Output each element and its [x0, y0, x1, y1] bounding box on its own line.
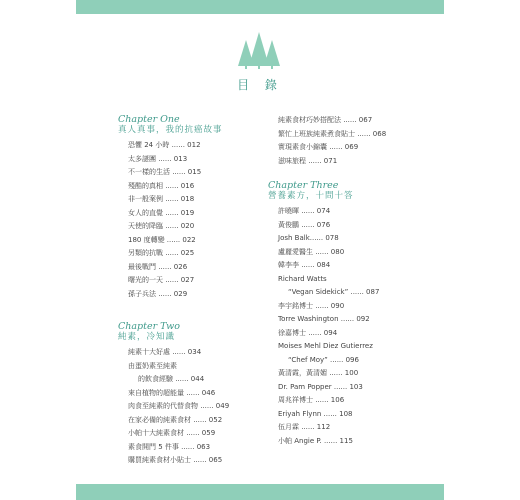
toc-entry: [268, 219, 428, 233]
toc-entry-page: 100: [342, 369, 359, 377]
toc-entry-text: 天使的降臨 ......: [128, 222, 179, 230]
toc-entry: [268, 381, 428, 395]
toc-entry-page: 019: [178, 208, 195, 217]
toc-entry: [268, 114, 428, 128]
toc-entry: [118, 247, 278, 261]
toc-entry-text: 純素食材巧妙搭配法 ......: [278, 116, 357, 124]
toc-entry: [268, 273, 428, 287]
toc-entry-page: 016: [178, 181, 195, 190]
toc-entry: [118, 274, 278, 288]
toc-title: 目 錄: [237, 78, 283, 92]
toc-entry: [118, 387, 278, 401]
toc-entry-page: 071: [321, 156, 338, 165]
toc-entry-page: 068: [370, 129, 387, 138]
toc-entry-text: 女人的直覺 ......: [128, 208, 179, 217]
toc-entry: [268, 141, 428, 155]
chapter-two-continued: [268, 114, 428, 168]
toc-entry: [268, 327, 428, 341]
toc-entry: [118, 261, 278, 275]
toc-entry: [118, 180, 278, 194]
toc-entry-text: 不一樣的生活 ......: [128, 168, 186, 176]
toc-entry: [118, 234, 278, 248]
toc-entry-page: 067: [356, 116, 373, 124]
chapter-two: [118, 321, 278, 468]
toc-entry-page: 034: [185, 348, 202, 356]
top-band: [76, 0, 444, 14]
toc-entry-text: Moises Mehl Diez Gutierrez: [278, 342, 373, 350]
toc-entry-page: 025: [178, 249, 195, 257]
toc-entry-page: 015: [185, 168, 202, 176]
chapter-title: 純素，冷知識: [118, 332, 176, 342]
toc-entry-text: 周兆祥博士 ......: [278, 396, 329, 404]
toc-entry: [118, 166, 278, 180]
toc-entry-page: 108: [336, 409, 353, 418]
toc-entry-text: 盧麗愛醫生 ......: [278, 247, 329, 256]
toc-entry: [268, 394, 428, 408]
chapter-title: 真人真事，我的抗癌故事: [118, 125, 223, 135]
toc-entry-page: 049: [213, 402, 230, 410]
toc-entry-text: “Chef Moy” ......: [288, 355, 344, 364]
toc-entry-text: 非一般案例 ......: [128, 195, 179, 203]
chapter-entries: [268, 205, 428, 448]
chapter-label: Chapter One: [118, 114, 180, 125]
toc-entry-text: 的飲食經驗 ......: [138, 375, 189, 383]
toc-entry: [268, 354, 428, 368]
chapter-entries: [118, 346, 278, 468]
chapter-entries: [118, 139, 278, 301]
toc-entry-page: 013: [171, 154, 188, 163]
toc-entry-text: Eriyah Flynn ......: [278, 409, 337, 418]
toc-entry-text: 小帕 Angie P. ......: [278, 436, 338, 445]
toc-entry-page: 063: [194, 442, 211, 451]
toc-left-column: [118, 114, 278, 468]
toc-entry-page: 092: [354, 315, 370, 323]
toc-entry-text: Torre Washington ......: [278, 315, 355, 323]
toc-entry-page: 046: [199, 388, 216, 397]
toc-entry-page: 012: [184, 141, 201, 149]
toc-entry: [118, 427, 278, 441]
toc-entry-page: 090: [328, 301, 345, 310]
chapter-title: 營養素方，十問十答: [268, 191, 354, 201]
toc-entry-text: 滋味旅程 ......: [278, 156, 322, 165]
toc-entry-text: Dr. Pam Popper ......: [278, 382, 348, 391]
toc-entry-text: 來自植物的超能量 ......: [128, 388, 200, 397]
toc-entry: [268, 421, 428, 435]
toc-entry-text: 太多謎團 ......: [128, 154, 172, 163]
toc-entry-text: 純素十大好處 ......: [128, 348, 186, 356]
toc-entry: [118, 139, 278, 153]
toc-entry-page: 022: [180, 235, 196, 244]
toc-entry-page: 065: [206, 456, 223, 464]
toc-entry-text: 小帕十大純素食材 ......: [128, 429, 200, 437]
toc-entry-page: 103: [347, 382, 363, 391]
toc-entry: [118, 207, 278, 221]
toc-entry: [268, 259, 428, 273]
toc-entry: [118, 288, 278, 302]
toc-entry: [268, 313, 428, 327]
toc-entry: [268, 408, 428, 422]
toc-entry-text: 伍月霖 ......: [278, 423, 315, 431]
toc-entry-text: “Vegan Sidekick” ......: [288, 288, 364, 296]
toc-entry: [118, 360, 278, 374]
toc-entry-text: 曙光的一天 ......: [128, 276, 179, 284]
toc-entry-page: 027: [178, 276, 195, 284]
toc-entry-text: 韓李李 ......: [278, 261, 315, 269]
toc-entry-page: 052: [206, 415, 223, 424]
toc-entry: [268, 246, 428, 260]
toc-entry-text: 黃清霞，黃清媚 ......: [278, 369, 343, 377]
toc-entry-page: 020: [178, 222, 195, 230]
toc-entry-text: 孫子兵法 ......: [128, 289, 172, 298]
toc-entry-page: 087: [363, 288, 380, 296]
toc-entry-page: 069: [342, 143, 359, 151]
toc-entry: [118, 193, 278, 207]
toc-entry: [118, 454, 278, 468]
toc-entry: [268, 367, 428, 381]
chapter-one: [118, 114, 278, 301]
toc-entry: [268, 232, 428, 246]
toc-entry: [118, 153, 278, 167]
toc-entry-text: 在家必備的純素食材 ......: [128, 415, 207, 424]
toc-entry-page: 094: [321, 328, 338, 337]
toc-right-column: [268, 114, 428, 448]
toc-entry-page: 115: [337, 436, 353, 445]
toc-entry-page: 078: [323, 234, 339, 242]
toc-entry-text: 180 度轉變 ......: [128, 235, 181, 244]
toc-entry-text: 徐嘉博士 ......: [278, 328, 322, 337]
toc-entry-text: 黃俊鵬 ......: [278, 220, 315, 229]
toc-entry-page: 084: [314, 261, 331, 269]
toc-entry: [118, 373, 278, 387]
toc-entry-page: 106: [328, 396, 345, 404]
toc-entry-text: 最後戰鬥 ......: [128, 262, 172, 271]
toc-entry-text: 許曉暉 ......: [278, 207, 315, 215]
toc-entry: [268, 340, 428, 354]
toc-entry: [268, 205, 428, 219]
toc-entry: [268, 155, 428, 169]
toc-entry-page: 076: [314, 220, 331, 229]
toc-entry-page: 112: [314, 423, 331, 431]
toc-entry-text: Josh Balk......: [278, 234, 324, 242]
toc-entry-text: 由蛋奶素至純素: [128, 361, 177, 370]
toc-entry-text: 購買純素食材小貼士 ......: [128, 456, 207, 464]
toc-entry: [118, 220, 278, 234]
toc-entry: [268, 286, 428, 300]
toc-entry-text: 繁忙上班族純素煮食貼士 ......: [278, 129, 371, 138]
toc-entry: [268, 128, 428, 142]
toc-entry: [118, 400, 278, 414]
toc-entry-page: 059: [199, 429, 216, 437]
toc-entry-text: 素食開門 5 件事 ......: [128, 442, 195, 451]
pine-trees-icon: [236, 30, 282, 70]
toc-entry-text: 李宇銘博士 ......: [278, 301, 329, 310]
toc-entry-text: Richard Watts: [278, 274, 327, 283]
toc-entry-page: 026: [171, 262, 188, 271]
bottom-band: [76, 484, 444, 500]
chapter-three: [268, 180, 428, 448]
toc-entry-page: 074: [314, 207, 331, 215]
toc-entry: [118, 441, 278, 455]
toc-entry-page: 096: [343, 355, 359, 364]
toc-entry: [118, 414, 278, 428]
toc-entry-page: 029: [171, 289, 188, 298]
toc-entry-text: 恐懼 24 小時 ......: [128, 141, 185, 149]
toc-entry: [118, 346, 278, 360]
toc-entry-page: 080: [328, 247, 345, 256]
toc-entry-text: 殘酷的真相 ......: [128, 181, 179, 190]
chapter-label: Chapter Three: [268, 180, 339, 191]
toc-entry: [268, 300, 428, 314]
toc-entry-text: 另類的抗戰 ......: [128, 249, 179, 257]
toc-entry-text: 肉食至純素的代替食物 ......: [128, 402, 214, 410]
toc-entry: [268, 435, 428, 449]
toc-entry-page: 044: [188, 375, 205, 383]
toc-entry-page: 018: [178, 195, 195, 203]
toc-entry-text: 實現素食小錦囊 ......: [278, 143, 343, 151]
chapter-label: Chapter Two: [118, 321, 180, 332]
